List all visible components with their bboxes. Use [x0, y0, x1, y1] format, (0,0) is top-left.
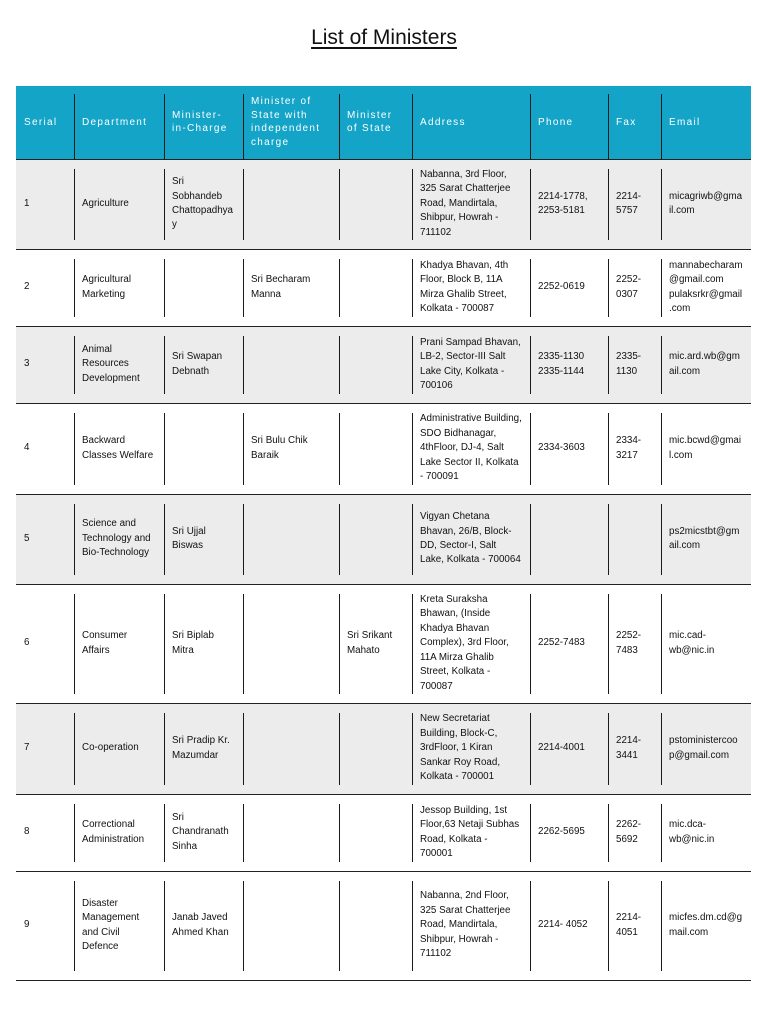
- cell-address: Vigyan Chetana Bhavan, 26/B, Block-DD, Sector-I, Salt Lake, Kolkata - 700064: [412, 494, 530, 584]
- cell-mos-independent: [243, 159, 339, 249]
- cell-department: Agricultural Marketing: [74, 249, 164, 326]
- cell-serial: 4: [24, 442, 30, 454]
- cell-minister-in-charge: Sri Swapan Debnath: [164, 326, 243, 403]
- cell-minister-of-state: Sri Srikant Mahato: [339, 584, 412, 703]
- cell-serial: 3: [24, 358, 30, 370]
- header-mos-independent: Minister of State with independent charge: [243, 86, 339, 159]
- header-email: Email: [661, 86, 751, 159]
- cell-email: micagriwb@gmail.com: [661, 159, 751, 249]
- cell-address: New Secretariat Building, Block-C, 3rdFloor, 1 Kiran Sankar Roy Road, Kolkata - 700001: [412, 703, 530, 794]
- cell-fax: 2262-5692: [608, 794, 661, 871]
- cell-address: Prani Sampad Bhavan, LB-2, Sector-III Salt Lake City, Kolkata - 700106: [412, 326, 530, 403]
- cell-mos-independent: [243, 794, 339, 871]
- cell-department: Agriculture: [74, 159, 164, 249]
- cell-phone: 2252-0619: [530, 249, 608, 326]
- cell-fax: 2252-7483: [608, 584, 661, 703]
- cell-department: Backward Classes Welfare: [74, 403, 164, 494]
- cell-minister-in-charge: Sri Pradip Kr. Mazumdar: [164, 703, 243, 794]
- cell-minister-of-state: [339, 159, 412, 249]
- cell-minister-of-state: [339, 494, 412, 584]
- cell-mos-independent: [243, 326, 339, 403]
- cell-fax: 2214-4051: [608, 871, 661, 980]
- cell-address: Jessop Building, 1st Floor,63 Netaji Subhas Road, Kolkata - 700001: [412, 794, 530, 871]
- cell-email: mannabecharam@gmail.com pulaksrkr@gmail.com: [661, 249, 751, 326]
- cell-phone: 2214- 4052: [530, 871, 608, 980]
- header-minister-in-charge: Minister-in-Charge: [164, 86, 243, 159]
- table-row: [16, 159, 751, 249]
- header-serial: Serial: [24, 116, 58, 128]
- table-row: [16, 249, 751, 326]
- cell-serial: 8: [24, 826, 30, 838]
- cell-email: pstoministercoop@gmail.com: [661, 703, 751, 794]
- cell-email: mic.dca-wb@nic.in: [661, 794, 751, 871]
- cell-minister-of-state: [339, 326, 412, 403]
- page-title: List of Ministers: [311, 26, 457, 49]
- cell-phone: 2214-4001: [530, 703, 608, 794]
- cell-minister-of-state: [339, 703, 412, 794]
- cell-minister-of-state: [339, 249, 412, 326]
- cell-department: Science and Technology and Bio-Technology: [74, 494, 164, 584]
- cell-mos-independent: Sri Becharam Manna: [243, 249, 339, 326]
- cell-email: ps2micstbt@gmail.com: [661, 494, 751, 584]
- cell-department: Consumer Affairs: [74, 584, 164, 703]
- header-minister-of-state: Minister of State: [339, 86, 412, 159]
- cell-fax: 2334-3217: [608, 403, 661, 494]
- cell-address: Nabanna, 2nd Floor, 325 Sarat Chatterjee Road, Mandirtala, Shibpur, Howrah - 711102: [412, 871, 530, 980]
- cell-fax: 2335-1130: [608, 326, 661, 403]
- cell-minister-in-charge: [164, 403, 243, 494]
- cell-mos-independent: [243, 494, 339, 584]
- cell-address: Administrative Building, SDO Bidhanagar, 4thFloor, DJ-4, Salt Lake Sector II, Kolkata - 700091: [412, 403, 530, 494]
- cell-serial: 9: [24, 919, 30, 931]
- cell-mos-independent: [243, 871, 339, 980]
- cell-email: mic.bcwd@gmail.com: [661, 403, 751, 494]
- cell-address: Kreta Suraksha Bhawan, (Inside Khadya Bhavan Complex), 3rd Floor, 11A Mirza Ghalib Street, Kolkata - 700087: [412, 584, 530, 703]
- table-row: [16, 584, 751, 703]
- cell-minister-in-charge: Sri Sobhandeb Chattopadhyay: [164, 159, 243, 249]
- table-row: [16, 494, 751, 584]
- cell-email: mic.cad-wb@nic.in: [661, 584, 751, 703]
- cell-phone: 2262-5695: [530, 794, 608, 871]
- cell-fax: 2214-5757: [608, 159, 661, 249]
- cell-minister-in-charge: [164, 249, 243, 326]
- header-address: Address: [412, 86, 530, 159]
- cell-department: Correctional Administration: [74, 794, 164, 871]
- cell-minister-of-state: [339, 403, 412, 494]
- cell-department: Animal Resources Development: [74, 326, 164, 403]
- cell-department: Disaster Management and Civil Defence: [74, 871, 164, 980]
- table-row: [16, 326, 751, 403]
- cell-fax: 2252-0307: [608, 249, 661, 326]
- header-phone: Phone: [530, 86, 608, 159]
- ministers-table: [16, 86, 751, 981]
- cell-phone: 2252-7483: [530, 584, 608, 703]
- table-row: [16, 403, 751, 494]
- table-header-row: [16, 86, 751, 159]
- cell-address: Nabanna, 3rd Floor, 325 Sarat Chatterjee Road, Mandirtala, Shibpur, Howrah - 711102: [412, 159, 530, 249]
- cell-minister-in-charge: Sri Biplab Mitra: [164, 584, 243, 703]
- cell-department: Co-operation: [74, 703, 164, 794]
- cell-phone: 2214-1778, 2253-5181: [530, 159, 608, 249]
- header-fax: Fax: [608, 86, 661, 159]
- cell-email: micfes.dm.cd@gmail.com: [661, 871, 751, 980]
- cell-phone: 2334-3603: [530, 403, 608, 494]
- table-row: [16, 871, 751, 980]
- cell-minister-in-charge: Sri Ujjal Biswas: [164, 494, 243, 584]
- cell-mos-independent: [243, 584, 339, 703]
- cell-minister-of-state: [339, 794, 412, 871]
- header-department: Department: [74, 86, 164, 159]
- cell-phone: [530, 494, 608, 584]
- cell-minister-in-charge: Sri Chandranath Sinha: [164, 794, 243, 871]
- table-row: [16, 703, 751, 794]
- cell-serial: 6: [24, 637, 30, 649]
- cell-serial: 2: [24, 281, 30, 293]
- cell-mos-independent: Sri Bulu Chik Baraik: [243, 403, 339, 494]
- cell-fax: 2214-3441: [608, 703, 661, 794]
- cell-email: mic.ard.wb@gmail.com: [661, 326, 751, 403]
- table-row: [16, 794, 751, 871]
- cell-minister-in-charge: Janab Javed Ahmed Khan: [164, 871, 243, 980]
- cell-serial: 7: [24, 742, 30, 754]
- cell-address: Khadya Bhavan, 4th Floor, Block B, 11A Mirza Ghalib Street, Kolkata - 700087: [412, 249, 530, 326]
- cell-fax: [608, 494, 661, 584]
- cell-phone: 2335-1130 2335-1144: [530, 326, 608, 403]
- cell-serial: 5: [24, 532, 30, 544]
- cell-serial: 1: [24, 197, 30, 209]
- cell-minister-of-state: [339, 871, 412, 980]
- cell-mos-independent: [243, 703, 339, 794]
